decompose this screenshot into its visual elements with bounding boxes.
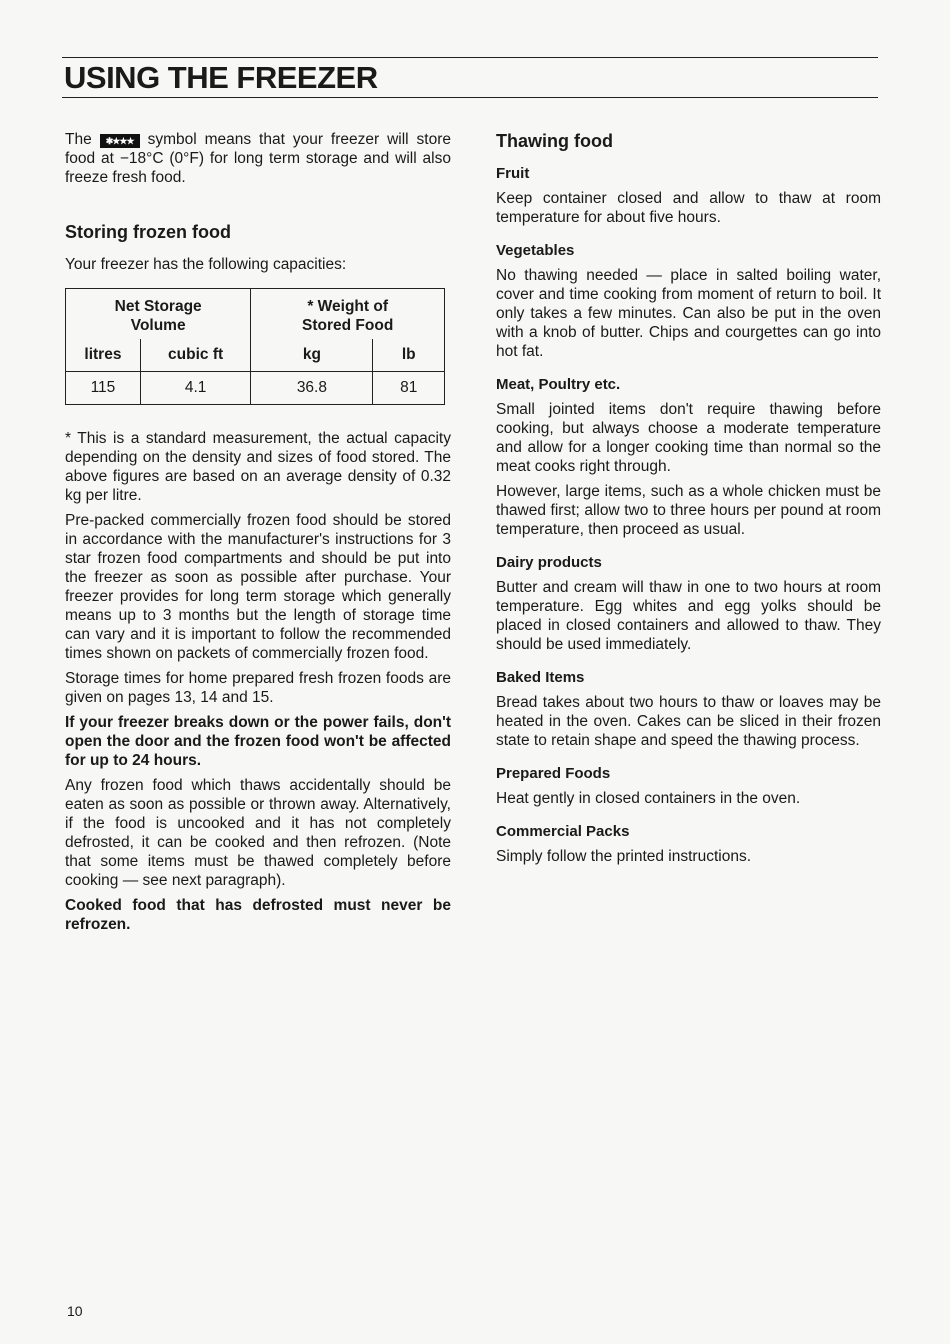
title-bottom-rule bbox=[62, 97, 878, 98]
col-kg: kg bbox=[251, 339, 373, 372]
prepared-heading: Prepared Foods bbox=[496, 765, 611, 782]
value-cubic-ft: 4.1 bbox=[140, 372, 250, 405]
capacities-intro: Your freezer has the following capacities: bbox=[65, 256, 347, 273]
weight-header: * Weight of Stored Food bbox=[251, 289, 445, 340]
baked-text: Bread takes about two hours to thaw or loaves may be heated in the oven. Cakes can be sliced in their frozen state to retain shape and speed the thawing process. bbox=[496, 694, 881, 749]
meat-heading: Meat, Poultry etc. bbox=[496, 376, 621, 393]
freezer-star-symbol-icon: ✱★★★ bbox=[100, 134, 140, 148]
commercial-text: Simply follow the printed instructions. bbox=[496, 848, 752, 865]
value-lb: 81 bbox=[373, 372, 445, 405]
title-top-rule bbox=[62, 57, 878, 58]
page-number: 10 bbox=[67, 1303, 83, 1319]
value-kg: 36.8 bbox=[251, 372, 373, 405]
storage-times-paragraph: Storage times for home prepared fresh frozen foods are given on pages 13, 14 and 15. bbox=[65, 670, 451, 706]
dairy-heading: Dairy products bbox=[496, 554, 602, 571]
page-title: USING THE FREEZER bbox=[64, 60, 378, 95]
thawing-heading: Thawing food bbox=[496, 131, 613, 151]
prepared-text: Heat gently in closed containers in the oven. bbox=[496, 790, 801, 807]
meat-text-small: Small jointed items don't require thawing before cooking, but always choose a moderate temperature and allow for a longer cooking time than normal so the meat cooks right through. bbox=[496, 401, 881, 475]
baked-heading: Baked Items bbox=[496, 669, 585, 686]
storing-heading: Storing frozen food bbox=[65, 222, 231, 242]
col-cubic-ft: cubic ft bbox=[140, 339, 250, 372]
prepacked-paragraph: Pre-packed commercially frozen food should be stored in accordance with the manufacturer's instructions for 3 star frozen food compartments and should be put into the freezer as soon as possible after purchase. Your freezer provides for long term storage which generally means up to 3 months but the length of storage time can vary and it is important to follow the recommended times shown on packets of commercially frozen food. bbox=[65, 512, 451, 662]
left-column bbox=[65, 130, 451, 940]
fruit-text: Keep container closed and allow to thaw at room temperature for about five hours. bbox=[496, 190, 881, 226]
vegetables-heading: Vegetables bbox=[496, 242, 575, 259]
refreeze-warning: Cooked food that has defrosted must never be refrozen. bbox=[65, 897, 451, 933]
table-footnote: * This is a standard measurement, the actual capacity depending on the density and sizes of food stored. The above figures are based on an average density of 0.32 kg per litre. bbox=[65, 430, 451, 504]
col-litres: litres bbox=[66, 339, 141, 372]
net-storage-header: Net Storage Volume bbox=[66, 289, 251, 340]
thaws-paragraph: Any frozen food which thaws accidentally should be eaten as soon as possible or thrown away. Alternatively, if the food is uncooked and it has not completely defrosted, it can be cooked and then refrozen. (Note that some items must be thawed completely before cooking — see next paragraph). bbox=[65, 777, 451, 889]
right-column bbox=[496, 130, 881, 872]
col-lb: lb bbox=[373, 339, 445, 372]
meat-text-large: However, large items, such as a whole chicken must be thawed first; allow two to three hours per pound at room temperature, then proceed as usual. bbox=[496, 483, 881, 538]
value-litres: 115 bbox=[66, 372, 141, 405]
dairy-text: Butter and cream will thaw in one to two hours at room temperature. Egg whites and egg yolks should be placed in closed containers and allowed to thaw. They should be used immediately. bbox=[496, 579, 881, 653]
intro-paragraph: The ✱★★★ symbol means that your freezer will store food at −18°C (0°F) for long term storage and will also freeze fresh food. bbox=[65, 131, 451, 186]
vegetables-text: No thawing needed — place in salted boiling water, cover and time cooking from moment of return to boil. It only takes a few minutes. Can also be put in the oven with a knob of butter. Chips and courgettes can go into hot fat. bbox=[496, 267, 881, 360]
breakdown-warning: If your freezer breaks down or the power fails, don't open the door and the frozen food won't be affected for up to 24 hours. bbox=[65, 714, 451, 769]
capacity-table bbox=[65, 288, 445, 405]
fruit-heading: Fruit bbox=[496, 165, 530, 182]
commercial-heading: Commercial Packs bbox=[496, 823, 630, 840]
